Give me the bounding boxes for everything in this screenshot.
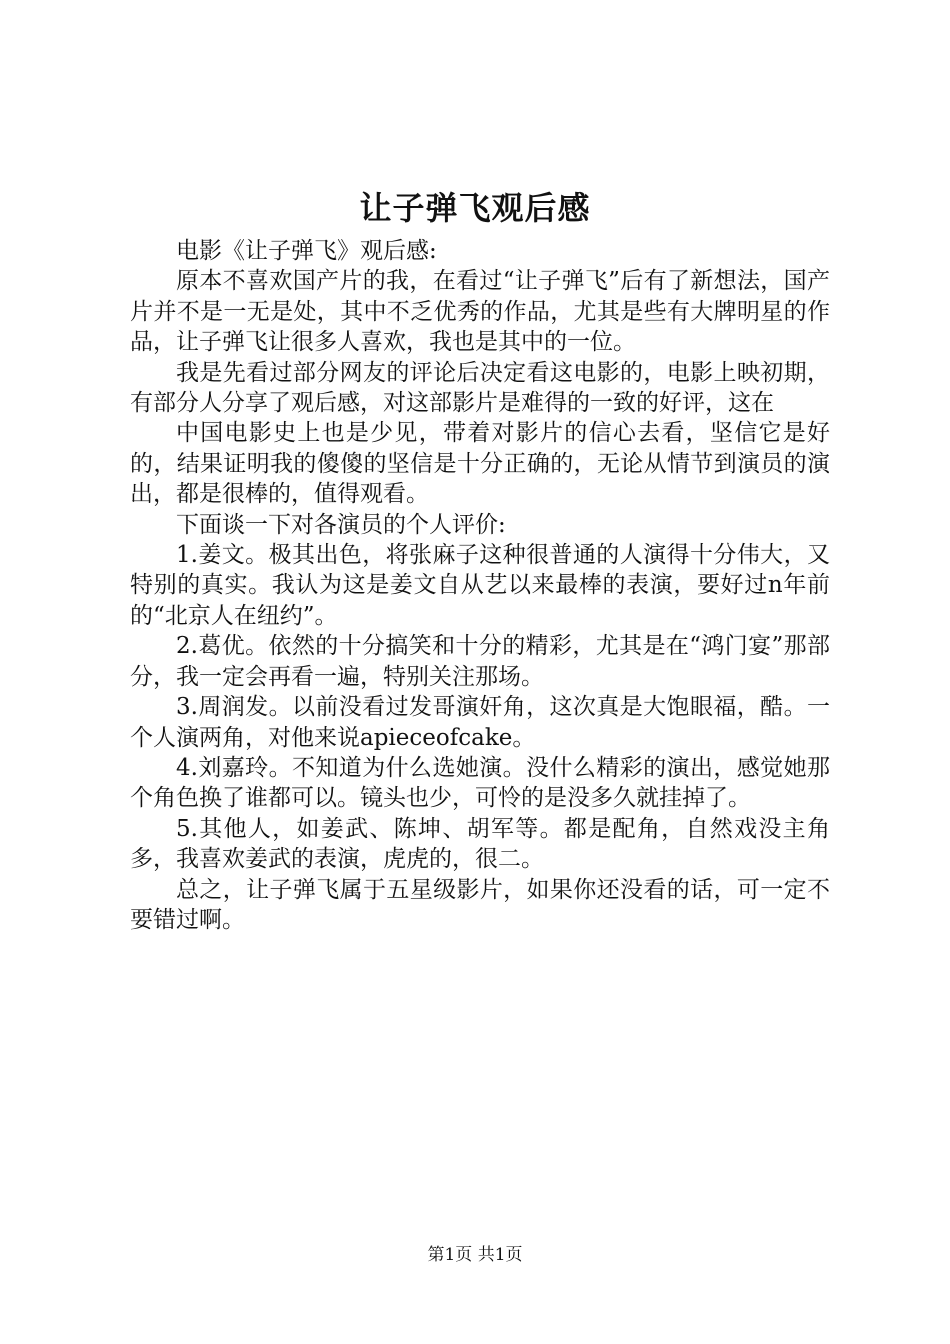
- document-body: [130, 236, 830, 935]
- paragraph: 4.刘嘉玲。不知道为什么选她演。没什么精彩的演出，感觉她那个角色换了谁都可以。镜头也少，可怜的是没多久就挂掉了。: [130, 754, 830, 812]
- paragraph: 中国电影史上也是少见，带着对影片的信心去看，坚信它是好的，结果证明我的傻傻的坚信是十分正确的，无论从情节到演员的演出，都是很棒的，值得观看。: [130, 420, 830, 508]
- page-footer: 第1页 共1页: [427, 1245, 523, 1265]
- paragraph: 3.周润发。以前没看过发哥演奸角，这次真是大饱眼福，酷。一个人演两角，对他来说apieceofcake。: [130, 694, 830, 751]
- paragraph: 5.其他人，如姜武、陈坤、胡军等。都是配角，自然戏没主角多，我喜欢姜武的表演，虎虎的，很二。: [130, 815, 830, 873]
- paragraph: 总之，让子弹飞属于五星级影片，如果你还没看的话，可一定不要错过啊。: [130, 876, 830, 933]
- paragraph: 2.葛优。依然的十分搞笑和十分的精彩，尤其是在“鸿门宴”那部分，我一定会再看一遍，特别关注那场。: [130, 633, 830, 690]
- paragraph: 电影《让子弹飞》观后感:: [176, 238, 437, 264]
- paragraph: 1.姜文。极其出色，将张麻子这种很普通的人演得十分伟大，又特别的真实。我认为这是姜文自从艺以来最棒的表演，要好过n年前的“北京人在纽约”。: [130, 542, 830, 629]
- document-title: 让子弹飞观后感: [359, 189, 591, 227]
- paragraph: 原本不喜欢国产片的我，在看过“让子弹飞”后有了新想法，国产片并不是一无是处，其中不乏优秀的作品，尤其是些有大牌明星的作品，让子弹飞让很多人喜欢，我也是其中的一位。: [130, 268, 830, 356]
- paragraph: 下面谈一下对各演员的个人评价:: [176, 511, 506, 538]
- paragraph: 我是先看过部分网友的评论后决定看这电影的，电影上映初期，有部分人分享了观后感，对这部影片是难得的一致的好评，这在: [130, 359, 830, 417]
